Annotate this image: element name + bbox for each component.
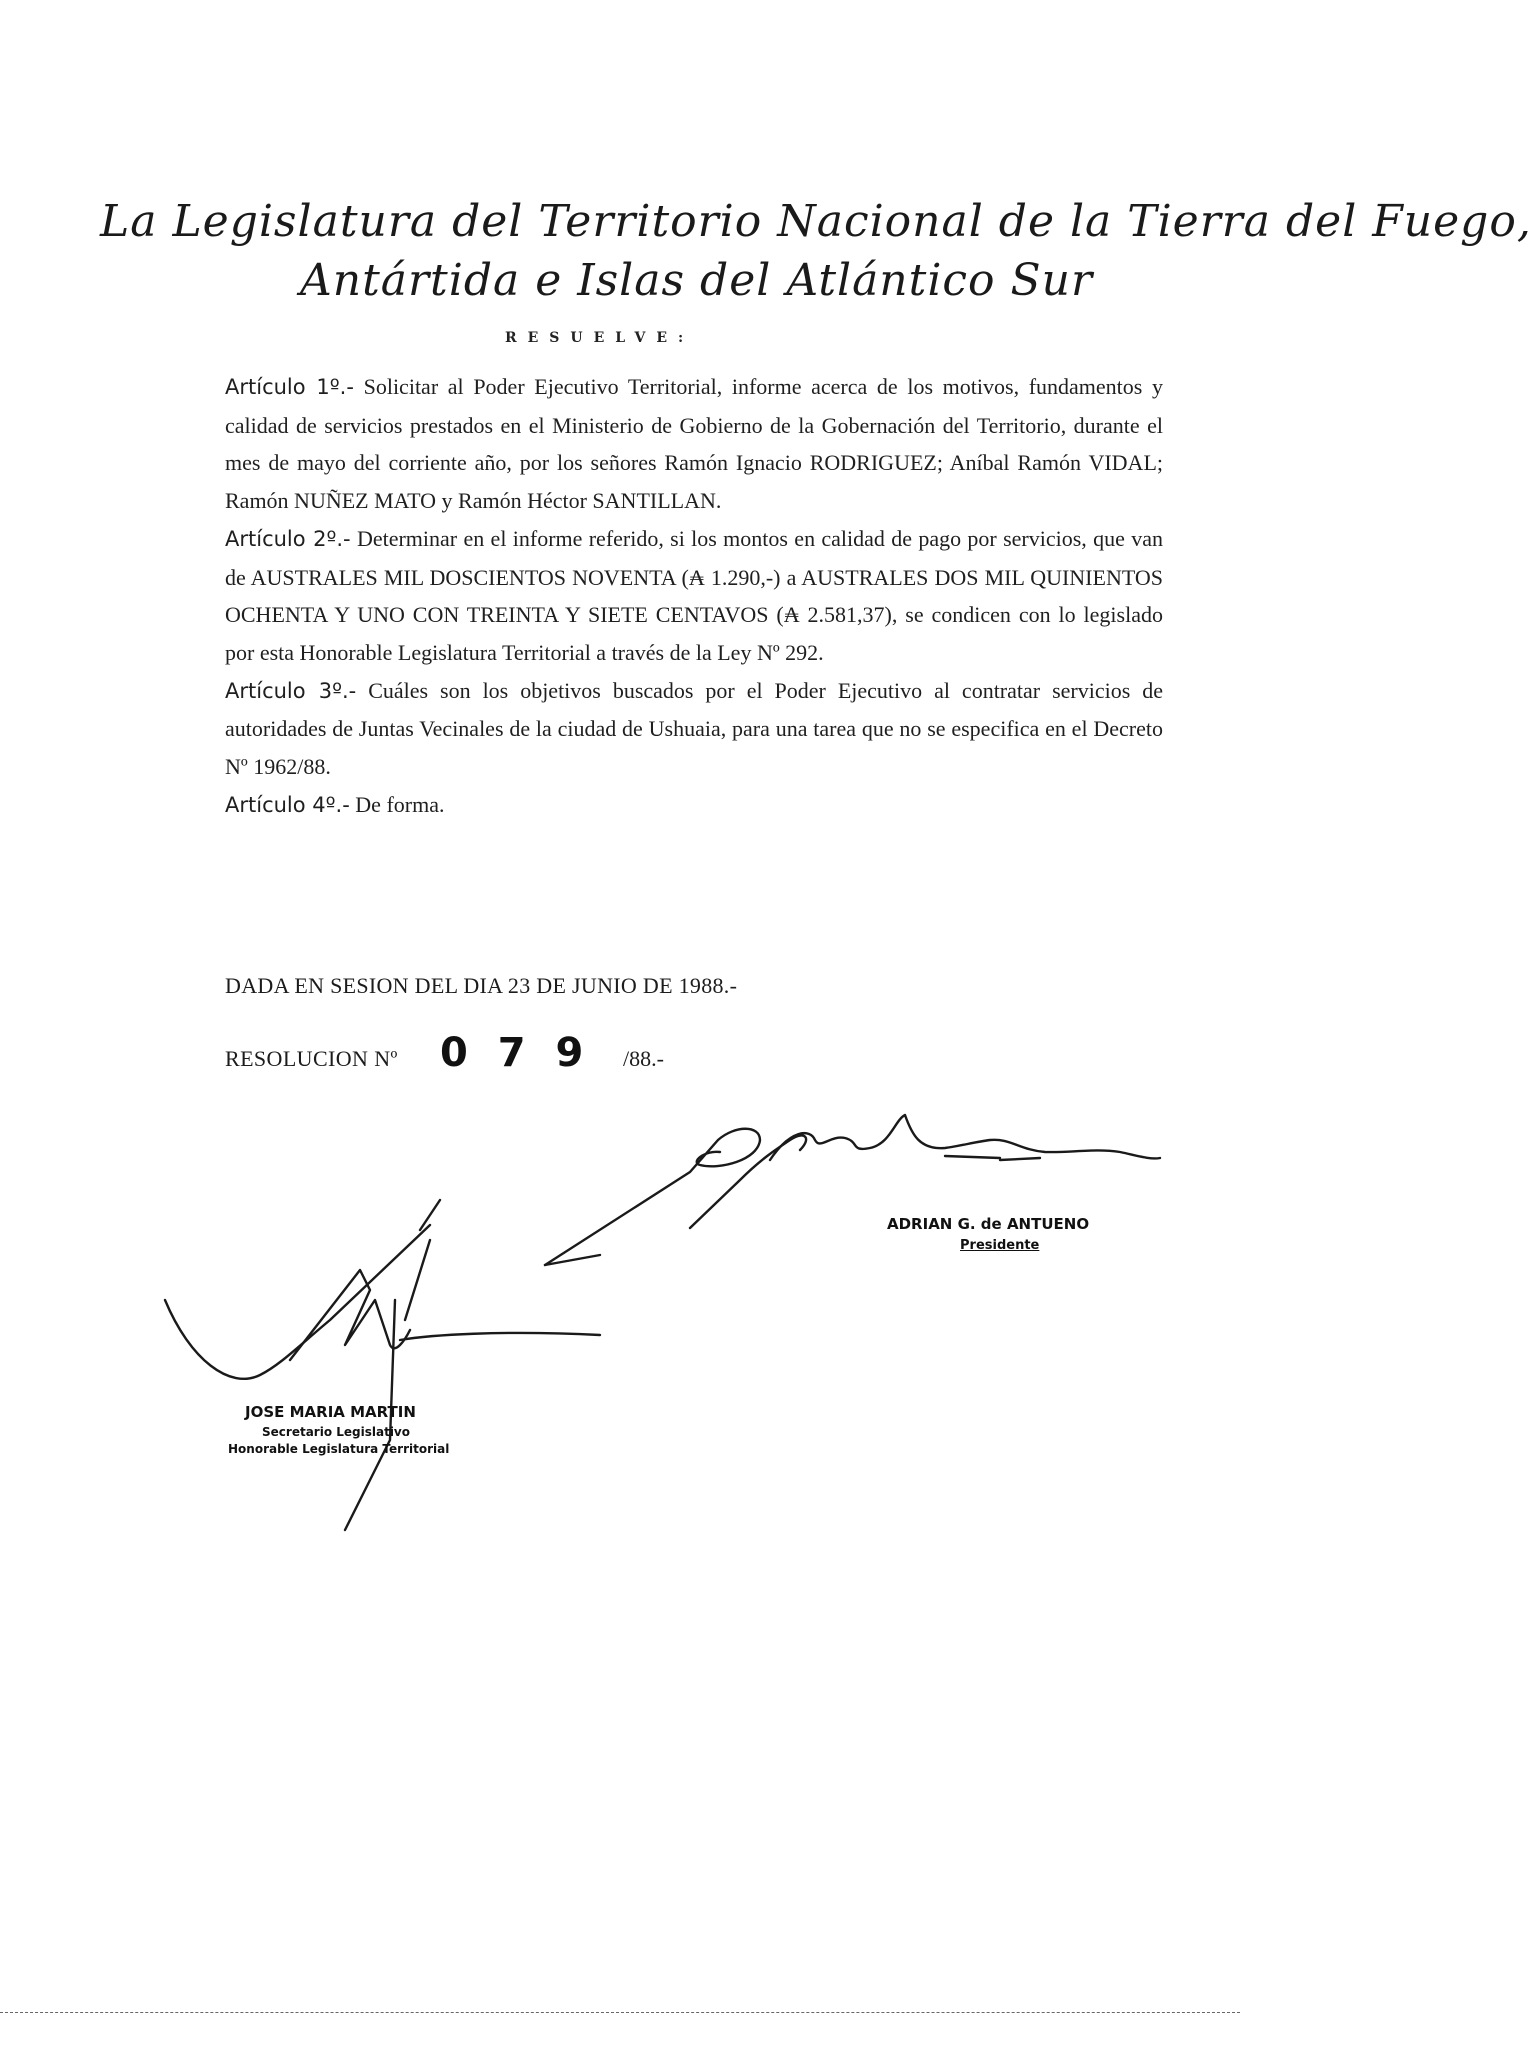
president-role: Presidente <box>960 1238 1040 1253</box>
article-text: Solicitar al Poder Ejecutivo Territorial, informe acerca de los motivos, fundamentos y calidad de servicios prestados en el Ministerio de Gobierno de la Gobernación del Territorio, durante el mes de mayo del corriente año, por los señores Ramón Ignacio RODRIGUEZ; Aníbal Ramón VIDAL; Ramón NUÑEZ MATO y Ramón Héctor SANTILLAN. <box>225 374 1164 514</box>
article-text: Cuáles son los objetivos buscados por el Poder Ejecutivo al contratar servicios de autoridades de Juntas Vecinales de la ciudad de Ushuaia, para una tarea que no se especifica en el Decreto Nº 1962/88. <box>225 677 1163 780</box>
president-signature-stroke <box>945 1156 1040 1160</box>
scan-edge-line <box>0 2012 1240 2013</box>
article-label: Artículo 1º.- <box>225 375 354 399</box>
resolution-suffix: /88.- <box>623 1046 664 1071</box>
article-label: Artículo 2º.- <box>225 526 351 551</box>
article-text: De forma. <box>349 791 445 817</box>
resuelve-heading: RESUELVE: <box>505 330 695 346</box>
president-signature-stroke <box>690 1135 806 1228</box>
article-label: Artículo 4º.- <box>225 792 350 817</box>
president-name: ADRIAN G. de ANTUENO <box>887 1215 1090 1233</box>
secretary-signature-stroke <box>400 1200 600 1340</box>
session-date: DADA EN SESION DEL DIA 23 DE JUNIO DE 1988.- <box>225 973 738 998</box>
resolution-number: 0 7 9 <box>440 1030 592 1076</box>
secretary-signature-stroke <box>290 1270 410 1360</box>
secretary-name: JOSE MARIA MARTIN <box>245 1403 416 1421</box>
president-signature-stroke <box>545 1129 760 1265</box>
secretary-signature-stroke <box>165 1225 430 1379</box>
secretary-organization: Honorable Legislatura Territorial <box>228 1442 450 1456</box>
resolution-label: RESOLUCION Nº <box>225 1046 398 1071</box>
letterhead-line-1: La Legislatura del Territorio Nacional de la Tierra del Fuego, <box>100 196 1532 247</box>
article-text: Determinar en el informe referido, si los montos en calidad de pago por servicios, que van de AUSTRALES MIL DOSCIENTOS NOVENTA (₳ 1.290,-) a AUSTRALES DOS MIL QUINIENTOS OCHENTA Y UNO CON TREINTA Y SIETE CENTAVOS (₳ 2.581,37), se condicen con lo legislado por esta Honorable Legislatura Territorial a través de la Ley Nº 292. <box>225 525 1163 665</box>
letterhead-line-2: Antártida e Islas del Atlántico Sur <box>300 255 1094 306</box>
secretary-role: Secretario Legislativo <box>262 1425 410 1439</box>
article-label: Artículo 3º.- <box>225 678 357 703</box>
president-signature-stroke <box>770 1115 1160 1160</box>
